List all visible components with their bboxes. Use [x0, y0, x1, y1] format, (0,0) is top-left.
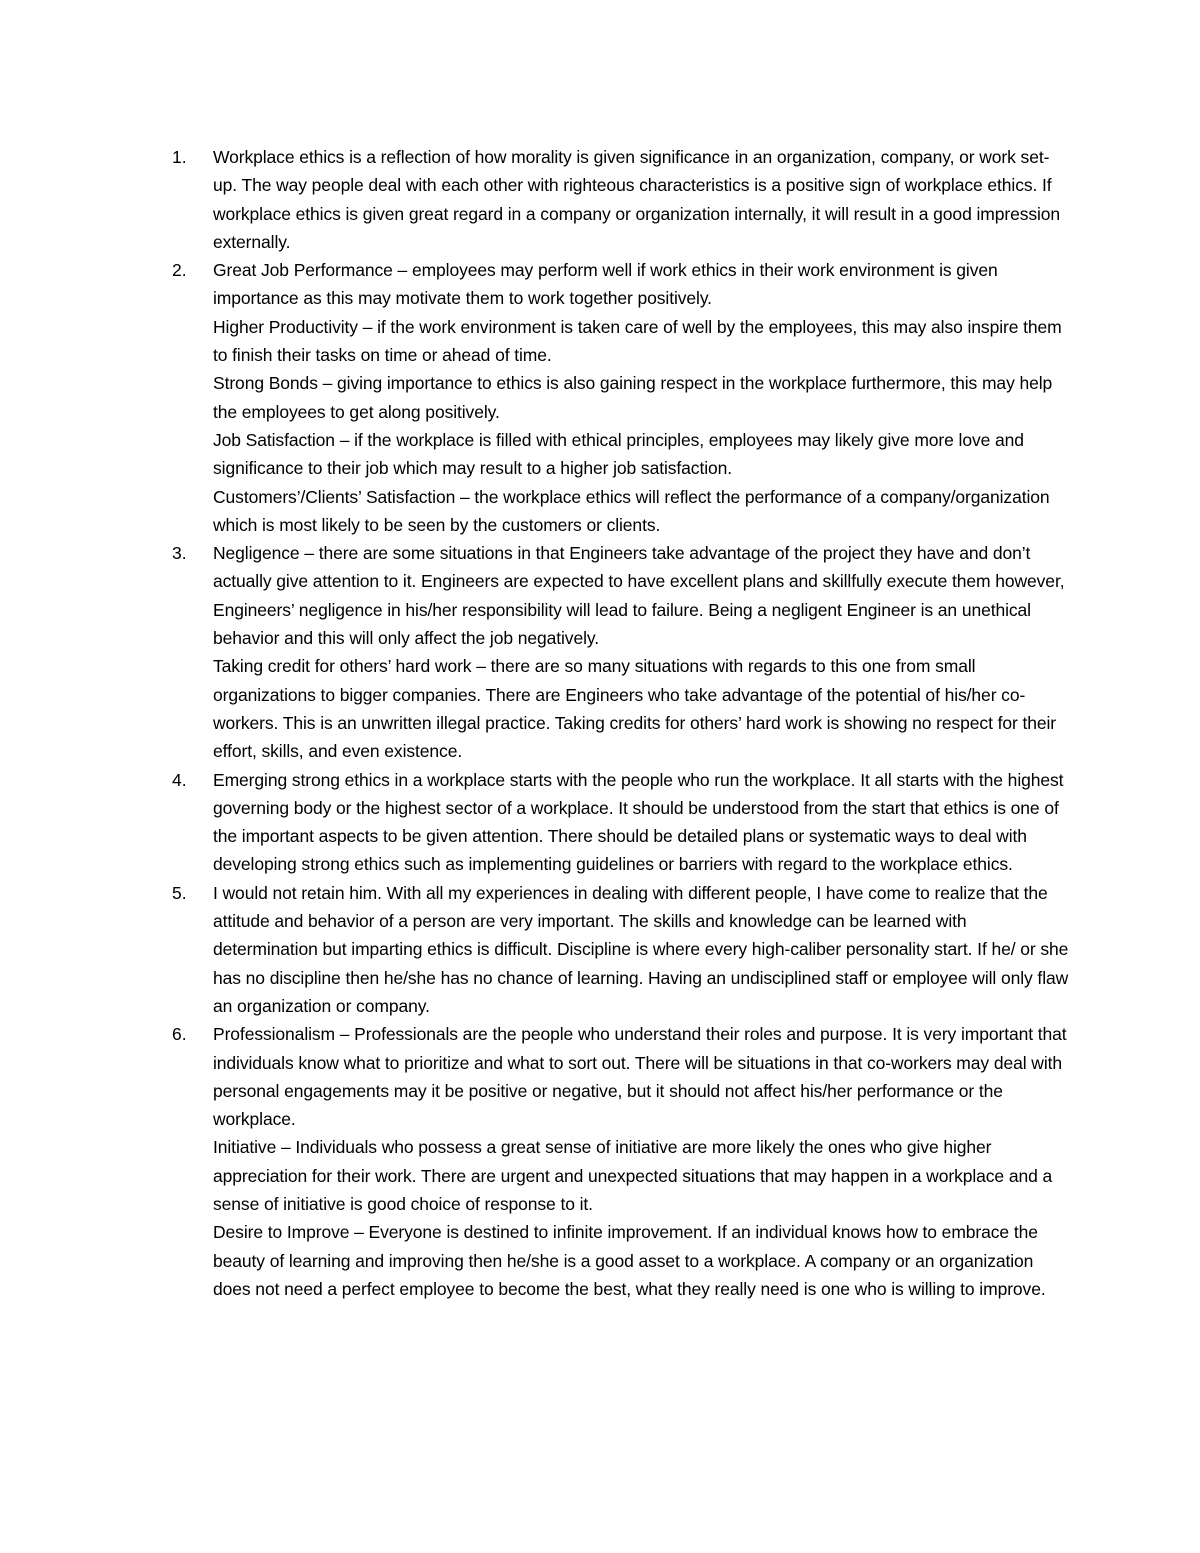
list-number: 4. — [172, 769, 187, 790]
list-number: 6. — [172, 1024, 187, 1045]
list-item — [172, 256, 1072, 539]
numbered-list — [172, 143, 1072, 1303]
list-number: 5. — [172, 882, 187, 903]
paragraph: Initiative – Individuals who possess a great sense of initiative are more likely the ones who give higher appreciation for their work. There are urgent and unexpected situations that may happen in a workplace and a sense of initiative is good choice of response to it. — [213, 1137, 1053, 1214]
paragraph: Customers’/Clients’ Satisfaction – the workplace ethics will reflect the performance of a company/organization which is most likely to be seen by the customers or clients. — [213, 486, 1050, 535]
paragraph: Professionalism – Professionals are the people who understand their roles and purpose. It is very important that individuals know what to prioritize and what to sort out. There will be situations in that co-workers may deal with personal engagements may it be positive or negative, but it should not affect his/her performance or the workplace. — [213, 1024, 1067, 1130]
paragraph: Great Job Performance – employees may perform well if work ethics in their work environment is given importance as this may motivate them to work together positively. — [213, 260, 998, 309]
paragraph: I would not retain him. With all my experiences in dealing with different people, I have come to realize that the attitude and behavior of a person are very important. The skills and knowledge can be learned with determination but imparting ethics is difficult. Discipline is where every high-caliber personality start. If he/ or she has no discipline then he/she has no chance of learning. Having an undisciplined staff or employee will only flaw an organization or company. — [213, 882, 1069, 1016]
list-item — [172, 143, 1072, 256]
paragraph: Emerging strong ethics in a workplace starts with the people who run the workplace. It all starts with the highest governing body or the highest sector of a workplace. It should be understood from the start that ethics is one of the important aspects to be given attention. There should be detailed plans or systematic ways to deal with developing strong ethics such as implementing guidelines or barriers with regard to the workplace ethics. — [213, 769, 1064, 875]
paragraph: Desire to Improve – Everyone is destined to infinite improvement. If an individual knows how to embrace the beauty of learning and improving then he/she is a good asset to a workplace. A company or an organization does not need a perfect employee to become the best, what they really need is one who is willing to improve. — [213, 1222, 1046, 1299]
paragraph: Workplace ethics is a reflection of how morality is given significance in an organization, company, or work set-up. The way people deal with each other with righteous characteristics is a positive sign of workplace ethics. If workplace ethics is given great regard in a company or organization internally, it will result in a good impression externally. — [213, 147, 1061, 252]
paragraph: Strong Bonds – giving importance to ethics is also gaining respect in the workplace furthermore, this may help the employees to get along positively. — [213, 373, 1053, 422]
list-item — [172, 766, 1072, 879]
paragraph: Job Satisfaction – if the workplace is filled with ethical principles, employees may likely give more love and significance to their job which may result to a higher job satisfaction. — [213, 429, 1024, 479]
paragraph: Higher Productivity – if the work environment is taken care of well by the employees, this may also inspire them to finish their tasks on time or ahead of time. — [213, 316, 1062, 366]
list-number: 2. — [172, 260, 187, 281]
paragraph: Negligence – there are some situations in that Engineers take advantage of the project they have and don’t actually give attention to it. Engineers are expected to have excellent plans and skillfully execute them however, Engineers’ negligence in his/her responsibility will lead to failure. Being a negligent Engineer is an unethical behavior and this will only affect the job negatively. — [213, 543, 1065, 649]
list-item — [172, 1020, 1072, 1303]
list-number: 1. — [172, 147, 187, 167]
list-item — [172, 879, 1072, 1020]
list-item — [172, 539, 1072, 765]
paragraph: Taking credit for others’ hard work – there are so many situations with regards to this one from small organizations to bigger companies. There are Engineers who take advantage of the potential of his/her co-workers. This is an unwritten illegal practice. Taking credits for others’ hard work is showing no respect for their effort, skills, and even existence. — [213, 656, 1057, 762]
list-number: 3. — [172, 543, 187, 564]
